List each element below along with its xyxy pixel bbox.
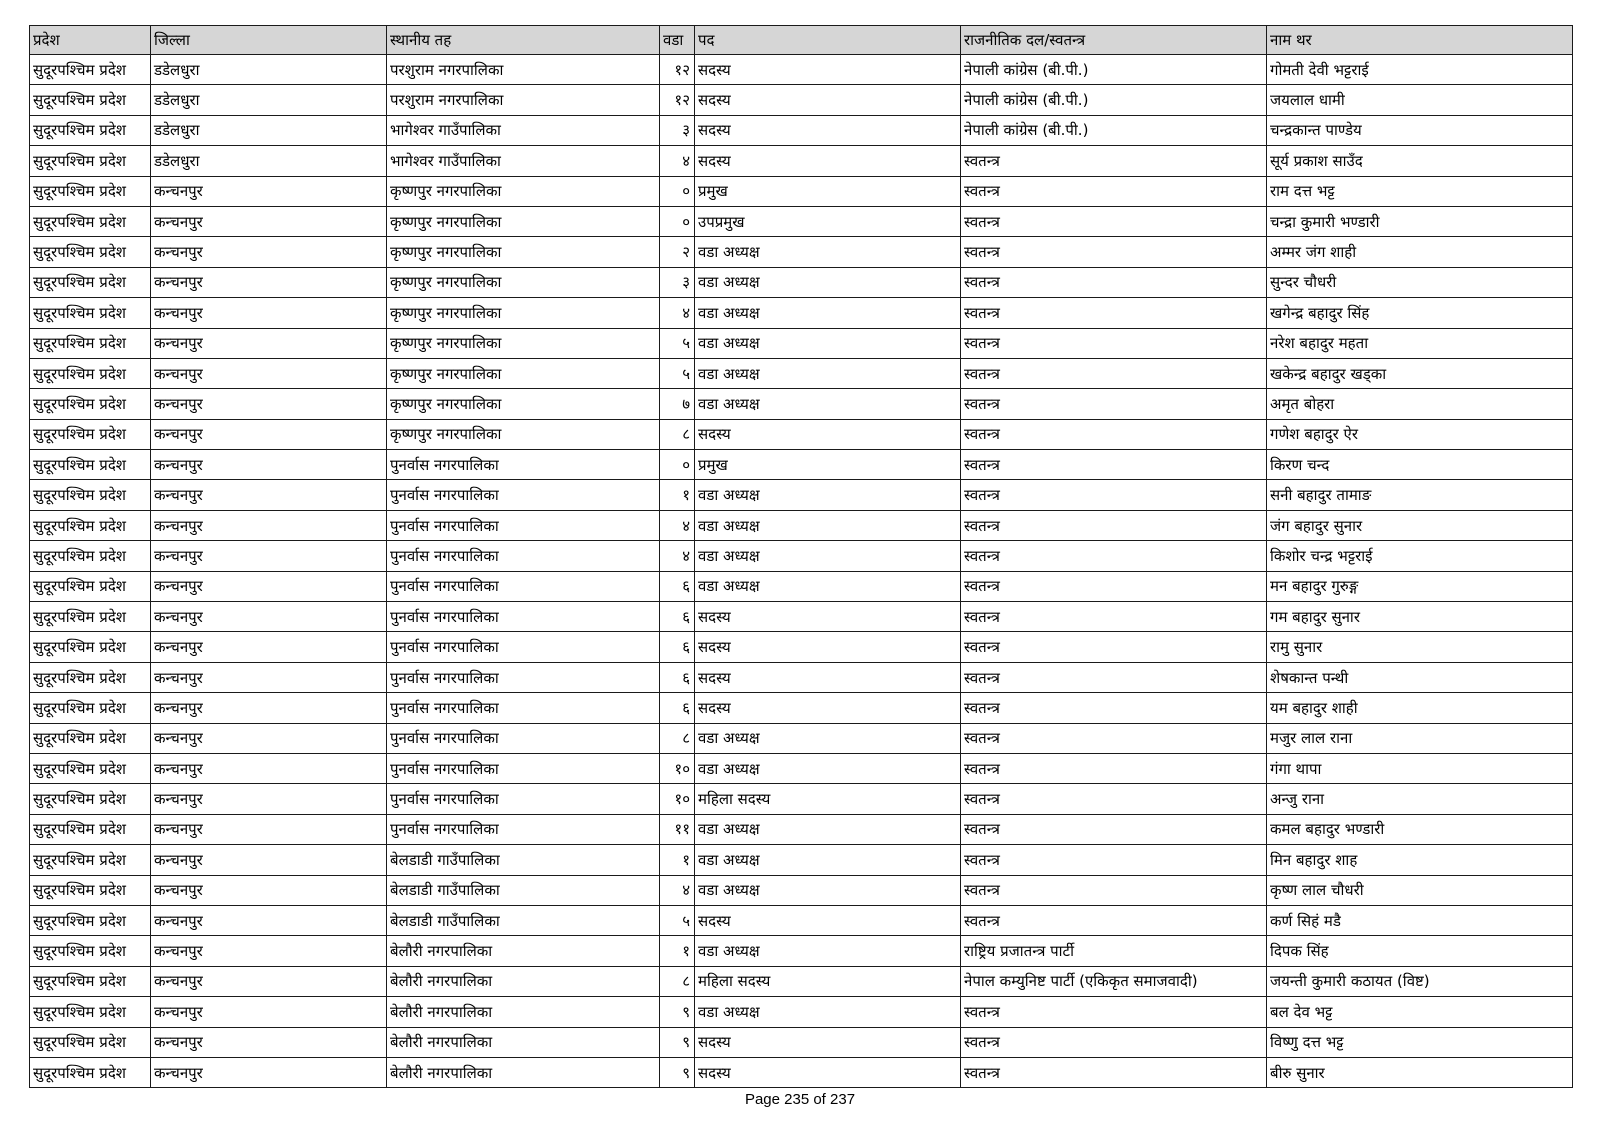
province-cell: सुदूरपश्चिम प्रदेश xyxy=(30,662,151,692)
party-cell: स्वतन्त्र xyxy=(961,784,1267,814)
local-level-cell: कृष्णपुर नगरपालिका xyxy=(387,328,660,358)
table-row xyxy=(30,541,1573,571)
local-level-cell: बेलौरी नगरपालिका xyxy=(387,997,660,1027)
table-row xyxy=(30,875,1573,905)
table-row xyxy=(30,55,1573,85)
name-cell: चन्द्रकान्त पाण्डेय xyxy=(1267,115,1573,145)
party-cell: स्वतन्त्र xyxy=(961,693,1267,723)
province-cell: सुदूरपश्चिम प्रदेश xyxy=(30,723,151,753)
local-level-cell: पुनर्वास नगरपालिका xyxy=(387,541,660,571)
ward-cell: ६ xyxy=(660,632,695,662)
province-cell: सुदूरपश्चिम प्रदेश xyxy=(30,966,151,996)
ward-cell: ४ xyxy=(660,298,695,328)
table-row xyxy=(30,602,1573,632)
local-level-cell: कृष्णपुर नगरपालिका xyxy=(387,206,660,236)
local-level-cell: कृष्णपुर नगरपालिका xyxy=(387,419,660,449)
ward-cell: ३ xyxy=(660,267,695,297)
party-cell: स्वतन्त्र xyxy=(961,419,1267,449)
party-cell: स्वतन्त्र xyxy=(961,1027,1267,1057)
party-cell: नेपाली कांग्रेस (बी.पी.) xyxy=(961,85,1267,115)
province-cell: सुदूरपश्चिम प्रदेश xyxy=(30,510,151,540)
province-cell: सुदूरपश्चिम प्रदेश xyxy=(30,419,151,449)
local-level-cell: पुनर्वास नगरपालिका xyxy=(387,480,660,510)
post-cell: सदस्य xyxy=(695,905,961,935)
province-cell: सुदूरपश्चिम प्रदेश xyxy=(30,1057,151,1087)
province-cell: सुदूरपश्चिम प्रदेश xyxy=(30,784,151,814)
table-row xyxy=(30,480,1573,510)
table-row xyxy=(30,176,1573,206)
table-row xyxy=(30,298,1573,328)
district-cell: कन्चनपुर xyxy=(151,510,387,540)
ward-cell: ७ xyxy=(660,389,695,419)
district-cell: कन्चनपुर xyxy=(151,602,387,632)
post-cell: वडा अध्यक्ष xyxy=(695,875,961,905)
ward-cell: ९ xyxy=(660,997,695,1027)
ward-cell: ११ xyxy=(660,814,695,844)
name-cell: शेषकान्त पन्थी xyxy=(1267,662,1573,692)
local-level-cell: बेलडाडी गाउँपालिका xyxy=(387,875,660,905)
column-header-party: राजनीतिक दल/स्वतन्त्र xyxy=(961,26,1267,55)
name-cell: जयलाल धामी xyxy=(1267,85,1573,115)
ward-cell: १२ xyxy=(660,55,695,85)
results-sheet xyxy=(29,25,1572,1088)
name-cell: कर्ण सिहं मडै xyxy=(1267,905,1573,935)
post-cell: प्रमुख xyxy=(695,176,961,206)
name-cell: चन्द्रा कुमारी भण्डारी xyxy=(1267,206,1573,236)
name-cell: राम दत्त भट्ट xyxy=(1267,176,1573,206)
local-level-cell: कृष्णपुर नगरपालिका xyxy=(387,389,660,419)
district-cell: कन्चनपुर xyxy=(151,389,387,419)
table-row xyxy=(30,358,1573,388)
ward-cell: ४ xyxy=(660,146,695,176)
party-cell: स्वतन्त्र xyxy=(961,753,1267,783)
province-cell: सुदूरपश्चिम प्रदेश xyxy=(30,358,151,388)
district-cell: कन्चनपुर xyxy=(151,419,387,449)
province-cell: सुदूरपश्चिम प्रदेश xyxy=(30,602,151,632)
post-cell: सदस्य xyxy=(695,115,961,145)
header-row xyxy=(30,26,1573,55)
province-cell: सुदूरपश्चिम प्रदेश xyxy=(30,571,151,601)
local-level-cell: बेलौरी नगरपालिका xyxy=(387,1027,660,1057)
results-table xyxy=(29,25,1573,1088)
district-cell: कन्चनपुर xyxy=(151,1057,387,1087)
post-cell: महिला सदस्य xyxy=(695,966,961,996)
province-cell: सुदूरपश्चिम प्रदेश xyxy=(30,905,151,935)
name-cell: जंग बहादुर सुनार xyxy=(1267,510,1573,540)
post-cell: सदस्य xyxy=(695,85,961,115)
table-row xyxy=(30,115,1573,145)
party-cell: स्वतन्त्र xyxy=(961,541,1267,571)
party-cell: स्वतन्त्र xyxy=(961,146,1267,176)
province-cell: सुदूरपश्चिम प्रदेश xyxy=(30,206,151,236)
post-cell: वडा अध्यक्ष xyxy=(695,753,961,783)
district-cell: कन्चनपुर xyxy=(151,936,387,966)
column-header-district: जिल्ला xyxy=(151,26,387,55)
post-cell: वडा अध्यक्ष xyxy=(695,389,961,419)
local-level-cell: परशुराम नगरपालिका xyxy=(387,55,660,85)
table-row xyxy=(30,936,1573,966)
party-cell: स्वतन्त्र xyxy=(961,602,1267,632)
table-row xyxy=(30,662,1573,692)
name-cell: अन्जु राना xyxy=(1267,784,1573,814)
party-cell: स्वतन्त्र xyxy=(961,389,1267,419)
party-cell: स्वतन्त्र xyxy=(961,997,1267,1027)
district-cell: कन्चनपुर xyxy=(151,845,387,875)
local-level-cell: बेलडाडी गाउँपालिका xyxy=(387,845,660,875)
local-level-cell: बेलडाडी गाउँपालिका xyxy=(387,905,660,935)
table-row xyxy=(30,905,1573,935)
district-cell: कन्चनपुर xyxy=(151,480,387,510)
table-body xyxy=(30,55,1573,1088)
post-cell: वडा अध्यक्ष xyxy=(695,237,961,267)
name-cell: सुन्दर चौधरी xyxy=(1267,267,1573,297)
ward-cell: ० xyxy=(660,450,695,480)
local-level-cell: बेलौरी नगरपालिका xyxy=(387,936,660,966)
post-cell: प्रमुख xyxy=(695,450,961,480)
post-cell: वडा अध्यक्ष xyxy=(695,267,961,297)
party-cell: राष्ट्रिय प्रजातन्त्र पार्टी xyxy=(961,936,1267,966)
post-cell: सदस्य xyxy=(695,419,961,449)
name-cell: सूर्य प्रकाश साउँद xyxy=(1267,146,1573,176)
district-cell: कन्चनपुर xyxy=(151,814,387,844)
column-header-local-level: स्थानीय तह xyxy=(387,26,660,55)
post-cell: सदस्य xyxy=(695,693,961,723)
ward-cell: ८ xyxy=(660,723,695,753)
post-cell: सदस्य xyxy=(695,1027,961,1057)
post-cell: वडा अध्यक्ष xyxy=(695,358,961,388)
name-cell: किशोर चन्द्र भट्टराई xyxy=(1267,541,1573,571)
ward-cell: ५ xyxy=(660,358,695,388)
district-cell: कन्चनपुर xyxy=(151,723,387,753)
party-cell: स्वतन्त्र xyxy=(961,845,1267,875)
table-header xyxy=(30,26,1573,55)
province-cell: सुदूरपश्चिम प्रदेश xyxy=(30,845,151,875)
ward-cell: ४ xyxy=(660,541,695,571)
district-cell: कन्चनपुर xyxy=(151,1027,387,1057)
post-cell: सदस्य xyxy=(695,662,961,692)
ward-cell: ० xyxy=(660,206,695,236)
page-number: Page 235 of 237 xyxy=(744,1091,856,1108)
ward-cell: ९ xyxy=(660,1057,695,1087)
local-level-cell: पुनर्वास नगरपालिका xyxy=(387,632,660,662)
name-cell: अमृत बोहरा xyxy=(1267,389,1573,419)
column-header-province: प्रदेश xyxy=(30,26,151,55)
party-cell: स्वतन्त्र xyxy=(961,875,1267,905)
local-level-cell: परशुराम नगरपालिका xyxy=(387,85,660,115)
province-cell: सुदूरपश्चिम प्रदेश xyxy=(30,632,151,662)
district-cell: कन्चनपुर xyxy=(151,267,387,297)
district-cell: डडेलधुरा xyxy=(151,146,387,176)
province-cell: सुदूरपश्चिम प्रदेश xyxy=(30,753,151,783)
ward-cell: १२ xyxy=(660,85,695,115)
name-cell: खकेन्द्र बहादुर खड्का xyxy=(1267,358,1573,388)
district-cell: कन्चनपुर xyxy=(151,875,387,905)
party-cell: स्वतन्त्र xyxy=(961,267,1267,297)
district-cell: कन्चनपुर xyxy=(151,176,387,206)
ward-cell: १ xyxy=(660,480,695,510)
name-cell: खगेन्द्र बहादुर सिंह xyxy=(1267,298,1573,328)
local-level-cell: पुनर्वास नगरपालिका xyxy=(387,693,660,723)
party-cell: स्वतन्त्र xyxy=(961,814,1267,844)
province-cell: सुदूरपश्चिम प्रदेश xyxy=(30,450,151,480)
post-cell: वडा अध्यक्ष xyxy=(695,328,961,358)
province-cell: सुदूरपश्चिम प्रदेश xyxy=(30,176,151,206)
local-level-cell: पुनर्वास नगरपालिका xyxy=(387,571,660,601)
post-cell: वडा अध्यक्ष xyxy=(695,298,961,328)
local-level-cell: पुनर्वास नगरपालिका xyxy=(387,753,660,783)
name-cell: किरण चन्द xyxy=(1267,450,1573,480)
province-cell: सुदूरपश्चिम प्रदेश xyxy=(30,237,151,267)
table-row xyxy=(30,328,1573,358)
table-row xyxy=(30,966,1573,996)
post-cell: महिला सदस्य xyxy=(695,784,961,814)
province-cell: सुदूरपश्चिम प्रदेश xyxy=(30,693,151,723)
province-cell: सुदूरपश्चिम प्रदेश xyxy=(30,389,151,419)
name-cell: बल देव भट्ट xyxy=(1267,997,1573,1027)
local-level-cell: पुनर्वास नगरपालिका xyxy=(387,510,660,540)
table-row xyxy=(30,753,1573,783)
district-cell: कन्चनपुर xyxy=(151,753,387,783)
ward-cell: ६ xyxy=(660,571,695,601)
district-cell: डडेलधुरा xyxy=(151,85,387,115)
name-cell: गोमती देवी भट्टराई xyxy=(1267,55,1573,85)
district-cell: कन्चनपुर xyxy=(151,693,387,723)
name-cell: गम बहादुर सुनार xyxy=(1267,602,1573,632)
local-level-cell: कृष्णपुर नगरपालिका xyxy=(387,267,660,297)
table-row xyxy=(30,997,1573,1027)
table-row xyxy=(30,571,1573,601)
table-row xyxy=(30,1027,1573,1057)
table-row xyxy=(30,389,1573,419)
province-cell: सुदूरपश्चिम प्रदेश xyxy=(30,480,151,510)
column-header-name: नाम थर xyxy=(1267,26,1573,55)
local-level-cell: पुनर्वास नगरपालिका xyxy=(387,602,660,632)
name-cell: मन बहादुर गुरुङ्ग xyxy=(1267,571,1573,601)
post-cell: सदस्य xyxy=(695,55,961,85)
district-cell: कन्चनपुर xyxy=(151,571,387,601)
local-level-cell: पुनर्वास नगरपालिका xyxy=(387,662,660,692)
post-cell: उपप्रमुख xyxy=(695,206,961,236)
column-header-post: पद xyxy=(695,26,961,55)
ward-cell: १० xyxy=(660,753,695,783)
post-cell: सदस्य xyxy=(695,146,961,176)
province-cell: सुदूरपश्चिम प्रदेश xyxy=(30,814,151,844)
name-cell: कमल बहादुर भण्डारी xyxy=(1267,814,1573,844)
party-cell: नेपाल कम्युनिष्ट पार्टी (एकिकृत समाजवादी) xyxy=(961,966,1267,996)
ward-cell: १० xyxy=(660,784,695,814)
province-cell: सुदूरपश्चिम प्रदेश xyxy=(30,146,151,176)
post-cell: वडा अध्यक्ष xyxy=(695,510,961,540)
ward-cell: ० xyxy=(660,176,695,206)
local-level-cell: पुनर्वास नगरपालिका xyxy=(387,814,660,844)
local-level-cell: कृष्णपुर नगरपालिका xyxy=(387,298,660,328)
post-cell: वडा अध्यक्ष xyxy=(695,480,961,510)
ward-cell: ४ xyxy=(660,510,695,540)
table-row xyxy=(30,85,1573,115)
party-cell: स्वतन्त्र xyxy=(961,905,1267,935)
party-cell: नेपाली कांग्रेस (बी.पी.) xyxy=(961,55,1267,85)
table-row xyxy=(30,845,1573,875)
post-cell: वडा अध्यक्ष xyxy=(695,936,961,966)
party-cell: स्वतन्त्र xyxy=(961,298,1267,328)
post-cell: सदस्य xyxy=(695,1057,961,1087)
province-cell: सुदूरपश्चिम प्रदेश xyxy=(30,541,151,571)
local-level-cell: पुनर्वास नगरपालिका xyxy=(387,784,660,814)
district-cell: कन्चनपुर xyxy=(151,784,387,814)
party-cell: स्वतन्त्र xyxy=(961,1057,1267,1087)
table-row xyxy=(30,267,1573,297)
name-cell: कृष्ण लाल चौधरी xyxy=(1267,875,1573,905)
party-cell: स्वतन्त्र xyxy=(961,632,1267,662)
province-cell: सुदूरपश्चिम प्रदेश xyxy=(30,875,151,905)
district-cell: कन्चनपुर xyxy=(151,206,387,236)
table-row xyxy=(30,146,1573,176)
party-cell: स्वतन्त्र xyxy=(961,510,1267,540)
local-level-cell: पुनर्वास नगरपालिका xyxy=(387,450,660,480)
province-cell: सुदूरपश्चिम प्रदेश xyxy=(30,267,151,297)
local-level-cell: भागेश्वर गाउँपालिका xyxy=(387,115,660,145)
name-cell: नरेश बहादुर महता xyxy=(1267,328,1573,358)
ward-cell: ५ xyxy=(660,905,695,935)
province-cell: सुदूरपश्चिम प्रदेश xyxy=(30,997,151,1027)
local-level-cell: कृष्णपुर नगरपालिका xyxy=(387,358,660,388)
ward-cell: ९ xyxy=(660,1027,695,1057)
party-cell: स्वतन्त्र xyxy=(961,450,1267,480)
post-cell: सदस्य xyxy=(695,602,961,632)
name-cell: जयन्ती कुमारी कठायत (विष्ट) xyxy=(1267,966,1573,996)
name-cell: अम्मर जंग शाही xyxy=(1267,237,1573,267)
party-cell: स्वतन्त्र xyxy=(961,206,1267,236)
post-cell: वडा अध्यक्ष xyxy=(695,845,961,875)
party-cell: स्वतन्त्र xyxy=(961,176,1267,206)
table-row xyxy=(30,814,1573,844)
name-cell: रामु सुनार xyxy=(1267,632,1573,662)
district-cell: कन्चनपुर xyxy=(151,632,387,662)
table-row xyxy=(30,206,1573,236)
district-cell: कन्चनपुर xyxy=(151,237,387,267)
post-cell: वडा अध्यक्ष xyxy=(695,571,961,601)
district-cell: कन्चनपुर xyxy=(151,298,387,328)
district-cell: कन्चनपुर xyxy=(151,966,387,996)
province-cell: सुदूरपश्चिम प्रदेश xyxy=(30,1027,151,1057)
table-row xyxy=(30,419,1573,449)
party-cell: स्वतन्त्र xyxy=(961,571,1267,601)
name-cell: बीरु सुनार xyxy=(1267,1057,1573,1087)
ward-cell: ६ xyxy=(660,602,695,632)
ward-cell: ६ xyxy=(660,693,695,723)
province-cell: सुदूरपश्चिम प्रदेश xyxy=(30,55,151,85)
name-cell: गंगा थापा xyxy=(1267,753,1573,783)
local-level-cell: पुनर्वास नगरपालिका xyxy=(387,723,660,753)
name-cell: यम बहादुर शाही xyxy=(1267,693,1573,723)
district-cell: कन्चनपुर xyxy=(151,328,387,358)
name-cell: विष्णु दत्त भट्ट xyxy=(1267,1027,1573,1057)
post-cell: सदस्य xyxy=(695,632,961,662)
ward-cell: १ xyxy=(660,936,695,966)
local-level-cell: बेलौरी नगरपालिका xyxy=(387,1057,660,1087)
column-header-ward: वडा xyxy=(660,26,695,55)
district-cell: कन्चनपुर xyxy=(151,358,387,388)
table-row xyxy=(30,237,1573,267)
local-level-cell: कृष्णपुर नगरपालिका xyxy=(387,176,660,206)
name-cell: गणेश बहादुर ऐर xyxy=(1267,419,1573,449)
province-cell: सुदूरपश्चिम प्रदेश xyxy=(30,85,151,115)
ward-cell: ८ xyxy=(660,966,695,996)
party-cell: स्वतन्त्र xyxy=(961,662,1267,692)
ward-cell: ३ xyxy=(660,115,695,145)
table-row xyxy=(30,723,1573,753)
district-cell: कन्चनपुर xyxy=(151,450,387,480)
province-cell: सुदूरपश्चिम प्रदेश xyxy=(30,115,151,145)
district-cell: कन्चनपुर xyxy=(151,997,387,1027)
post-cell: वडा अध्यक्ष xyxy=(695,997,961,1027)
party-cell: स्वतन्त्र xyxy=(961,480,1267,510)
ward-cell: १ xyxy=(660,845,695,875)
party-cell: स्वतन्त्र xyxy=(961,723,1267,753)
table-row xyxy=(30,1057,1573,1087)
district-cell: कन्चनपुर xyxy=(151,541,387,571)
party-cell: स्वतन्त्र xyxy=(961,328,1267,358)
ward-cell: २ xyxy=(660,237,695,267)
local-level-cell: कृष्णपुर नगरपालिका xyxy=(387,237,660,267)
province-cell: सुदूरपश्चिम प्रदेश xyxy=(30,328,151,358)
district-cell: कन्चनपुर xyxy=(151,905,387,935)
district-cell: डडेलधुरा xyxy=(151,115,387,145)
province-cell: सुदूरपश्चिम प्रदेश xyxy=(30,298,151,328)
party-cell: स्वतन्त्र xyxy=(961,237,1267,267)
local-level-cell: भागेश्वर गाउँपालिका xyxy=(387,146,660,176)
party-cell: नेपाली कांग्रेस (बी.पी.) xyxy=(961,115,1267,145)
table-row xyxy=(30,450,1573,480)
local-level-cell: बेलौरी नगरपालिका xyxy=(387,966,660,996)
ward-cell: ४ xyxy=(660,875,695,905)
post-cell: वडा अध्यक्ष xyxy=(695,723,961,753)
table-row xyxy=(30,510,1573,540)
province-cell: सुदूरपश्चिम प्रदेश xyxy=(30,936,151,966)
district-cell: कन्चनपुर xyxy=(151,662,387,692)
table-row xyxy=(30,784,1573,814)
table-row xyxy=(30,632,1573,662)
name-cell: मिन बहादुर शाह xyxy=(1267,845,1573,875)
table-row xyxy=(30,693,1573,723)
name-cell: मजुर लाल राना xyxy=(1267,723,1573,753)
name-cell: सनी बहादुर तामाङ xyxy=(1267,480,1573,510)
post-cell: वडा अध्यक्ष xyxy=(695,541,961,571)
ward-cell: ५ xyxy=(660,328,695,358)
name-cell: दिपक सिंह xyxy=(1267,936,1573,966)
district-cell: डडेलधुरा xyxy=(151,55,387,85)
ward-cell: ८ xyxy=(660,419,695,449)
party-cell: स्वतन्त्र xyxy=(961,358,1267,388)
post-cell: वडा अध्यक्ष xyxy=(695,814,961,844)
ward-cell: ६ xyxy=(660,662,695,692)
